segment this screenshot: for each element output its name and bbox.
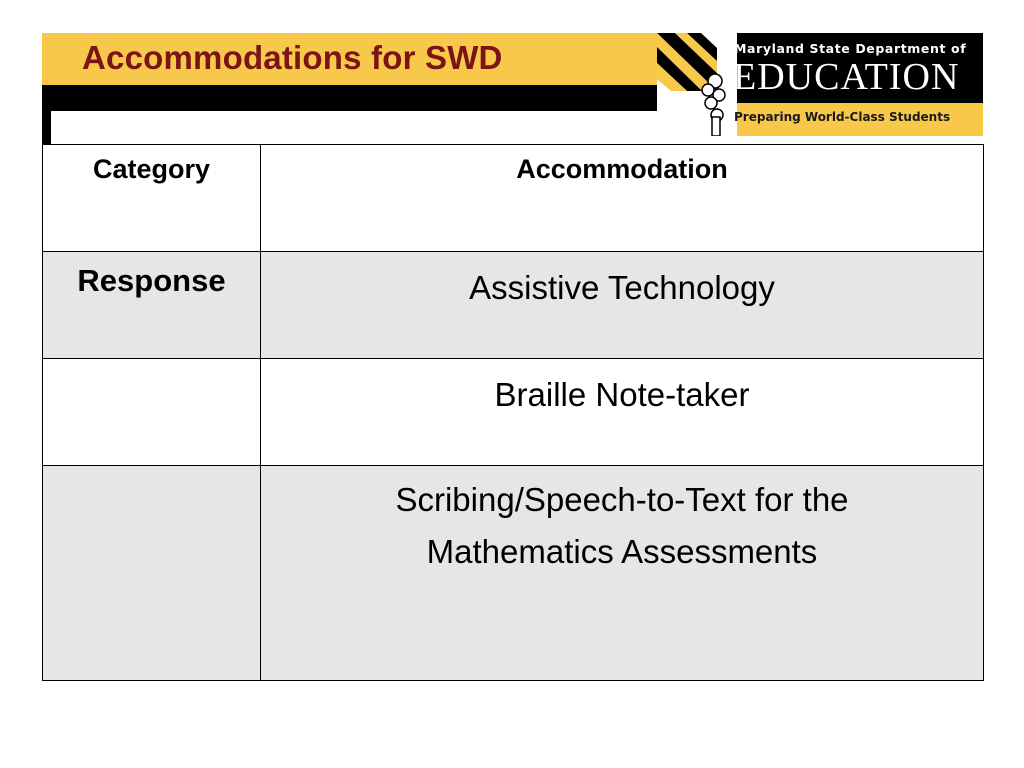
accommodation-cell [261, 359, 984, 466]
accommodations-table [42, 144, 984, 681]
category-cell [43, 252, 261, 359]
column-header-accommodation [261, 145, 984, 252]
category-label: Response [77, 263, 226, 298]
column-header-label: Accommodation [516, 154, 728, 184]
column-header-category [43, 145, 261, 252]
column-header-label: Category [92, 154, 211, 184]
category-label [43, 466, 260, 477]
accommodation-cell [261, 466, 984, 681]
accommodation-label: Braille Note-taker [494, 376, 750, 413]
maryland-flag-icon [657, 33, 737, 136]
title-band-underline [42, 85, 660, 111]
slide-title: Accommodations for SWD [82, 39, 503, 76]
table-header-row [43, 145, 984, 252]
title-band-gap [51, 111, 660, 143]
category-cell [43, 359, 261, 466]
category-cell [43, 466, 261, 681]
accommodation-label: Assistive Technology [469, 269, 775, 306]
logo-wordmark: EDUCATION [733, 56, 960, 98]
category-label [43, 359, 260, 370]
accommodation-cell [261, 252, 984, 359]
accommodation-label: Scribing/Speech-to-Text for the Mathematics Assessments [395, 481, 849, 570]
logo-agency-name: Maryland State Department of [734, 41, 967, 56]
table-row [43, 466, 984, 681]
logo-tagline: Preparing World-Class Students [734, 110, 951, 124]
msde-logo [657, 33, 983, 136]
table-row [43, 359, 984, 466]
table-row [43, 252, 984, 359]
title-band-stub [42, 85, 51, 145]
